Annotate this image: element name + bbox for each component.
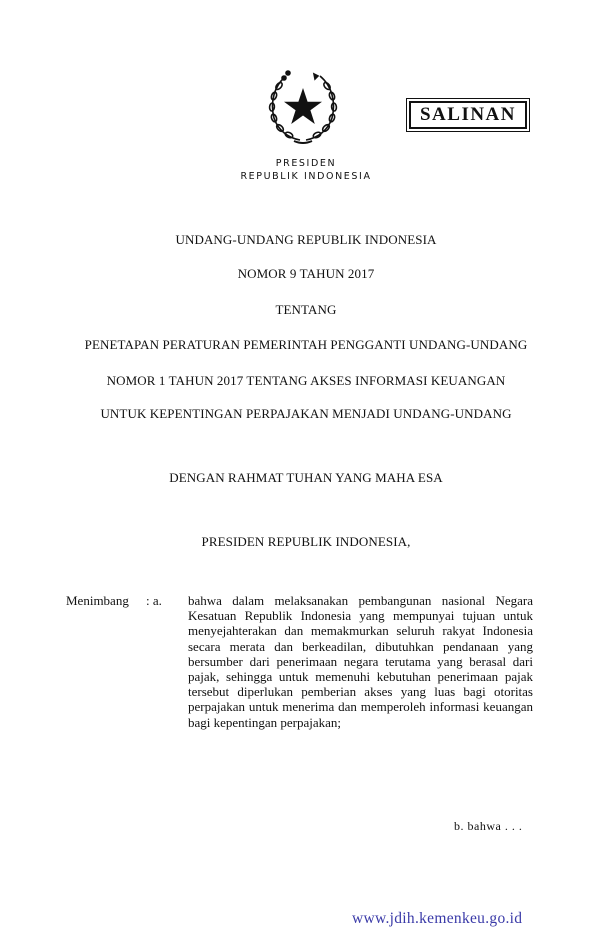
law-number: NOMOR 9 TAHUN 2017 (237, 266, 375, 281)
invocation: DENGAN RAHMAT TUHAN YANG MAHA ESA (169, 470, 443, 485)
law-subject-line-2: NOMOR 1 TAHUN 2017 TENTANG AKSES INFORMASI KEUANGAN (106, 373, 506, 388)
salinan-stamp: SALINAN (409, 101, 527, 129)
source-url-link[interactable]: www.jdih.kemenkeu.go.id (352, 910, 523, 927)
considering-text (188, 593, 533, 730)
considering-marker: : a. (146, 593, 162, 608)
law-subject-line-3: UNTUK KEPENTINGAN PERPAJAKAN MENJADI UNDANG-UNDANG (100, 406, 512, 421)
star-icon (284, 88, 322, 124)
continuation-marker: b. bahwa . . . (454, 819, 523, 833)
law-subject-line-1: PENETAPAN PERATURAN PEMERINTAH PENGGANTI UNDANG-UNDANG (84, 337, 528, 352)
considering-label: Menimbang (66, 593, 129, 608)
issuer-line-republic: REPUBLIK INDONESIA (240, 171, 372, 182)
considering-paragraph: bahwa dalam melaksanakan pembangunan nasional Negara Kesatuan Republik Indonesia yang mempunyai tujuan untuk menyejahterakan dan memakmurkan seluruh rakyat Indonesia secara merata dan berkeadilan, dibutuhkan pendanaan yang bersumber dari penerimaan negara terutama yang berasal dari pajak, sehingga untuk memenuhi kebutuhan penerimaan pajak tersebut diperlukan pemberian akses yang luas bagi otoritas perpajakan untuk menerima dan memperoleh informasi keuangan bagi kepentingan perpajakan; (188, 593, 533, 730)
law-about: TENTANG (275, 302, 337, 317)
president-heading: PRESIDEN REPUBLIK INDONESIA, (201, 534, 411, 549)
garuda-emblem-icon (264, 68, 342, 146)
issuer-line-president: PRESIDEN (275, 158, 337, 169)
law-title: UNDANG-UNDANG REPUBLIK INDONESIA (175, 232, 437, 247)
